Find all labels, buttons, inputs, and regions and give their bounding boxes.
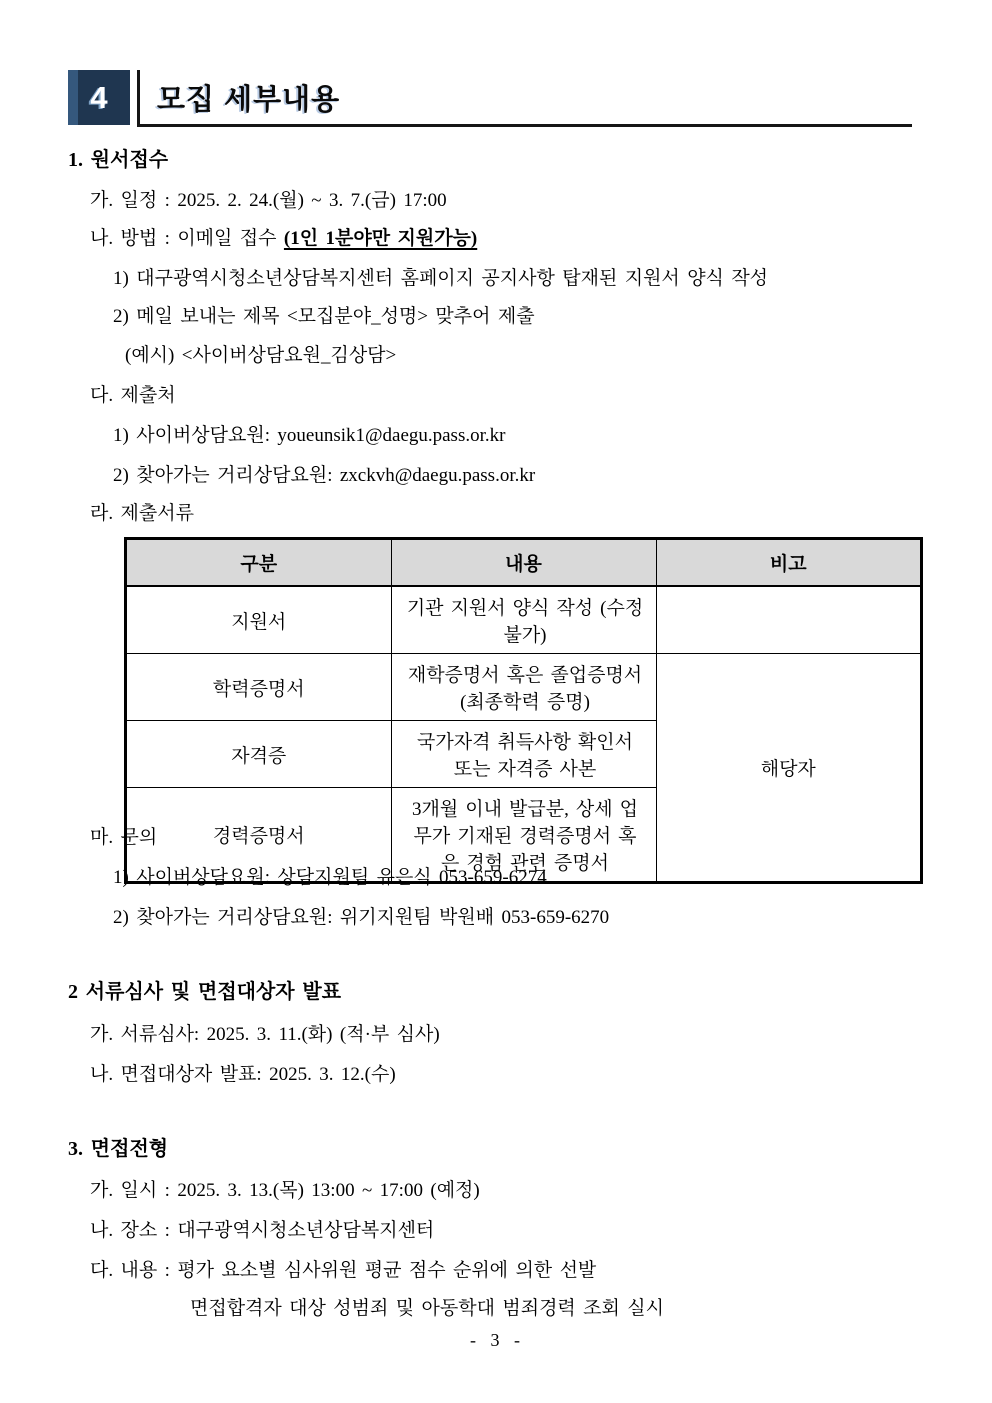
documents-table: [125, 538, 922, 883]
row-note-merged: 해당자: [656, 654, 921, 883]
banner-title-area: [137, 70, 912, 127]
row-content: 국가자격 취득사항 확인서 또는 자격증 사본: [391, 721, 656, 788]
row-note-empty: [656, 586, 921, 654]
section2-review: 가. 서류심사: 2025. 3. 11.(화) (적·부 심사): [90, 1024, 440, 1045]
section3-datetime: 가. 일시 : 2025. 3. 13.(목) 13:00 ~ 17:00 (예정): [90, 1180, 480, 1201]
method-emphasis: (1인 1분야만 지원가능): [283, 228, 478, 249]
row-content: 재학증명서 혹은 졸업증명서 (최종학력 증명): [391, 654, 656, 721]
table-header-note: 비고: [656, 539, 921, 586]
section1-submit-to-heading: 다. 제출처: [90, 385, 176, 406]
section1-submit-to1: 1) 사이버상담요원: youeunsik1@daegu.pass.or.kr: [113, 425, 506, 446]
section3-location: 나. 장소 : 대구광역시청소년상담복지센터: [90, 1220, 435, 1241]
section-number: 4: [90, 79, 108, 115]
section3-content-line1: 다. 내용 : 평가 요소별 심사위원 평균 점수 순위에 의한 선발: [90, 1260, 597, 1281]
page-number: - 3 -: [470, 1330, 522, 1350]
row-category: 지원서: [126, 586, 391, 654]
section1-submit-to2: 2) 찾아가는 거리상담요원: zxckvh@daegu.pass.or.kr: [113, 465, 536, 486]
section2-announce: 나. 면접대상자 발표: 2025. 3. 12.(수): [90, 1064, 396, 1085]
row-category: 학력증명서: [126, 654, 391, 721]
table-row: [126, 586, 921, 654]
section1-inquiry2: 2) 찾아가는 거리상담요원: 위기지원팀 박원배 053-659-6270: [113, 907, 610, 928]
section1-method-sub2: 2) 메일 보내는 제목 <모집분야_성명> 맞추어 제출: [113, 306, 535, 327]
section3-heading: 3. 면접전형: [68, 1138, 169, 1160]
table-header-category: 구분: [126, 539, 391, 586]
section1-schedule: 가. 일정 : 2025. 2. 24.(월) ~ 3. 7.(금) 17:00: [90, 190, 447, 211]
row-category: 경력증명서: [126, 788, 391, 883]
table-row: [126, 654, 921, 721]
page-title: 모집 세부내용: [157, 83, 341, 116]
section2-heading: 2 서류심사 및 면접대상자 발표: [68, 981, 342, 1003]
table-header-row: [126, 539, 921, 586]
section1-inquiry1: 1) 사이버상담요원: 상담지원팀 유은식 053-659-6274: [113, 867, 547, 888]
table-header-content: 내용: [391, 539, 656, 586]
section-banner: [68, 70, 912, 127]
section1-method: [90, 226, 477, 252]
section1-documents-heading: 라. 제출서류: [90, 503, 194, 524]
section1-heading: 1. 원서접수: [68, 149, 169, 171]
row-content: 3개월 이내 발급분, 상세 업무가 기재된 경력증명서 혹은 경험 관련 증명서: [391, 788, 656, 883]
section1-method-example: (예시) <사이버상담요원_김상담>: [125, 345, 397, 366]
section1-method-sub1: 1) 대구광역시청소년상담복지센터 홈페이지 공지사항 탑재된 지원서 양식 작성: [113, 268, 769, 289]
section1-inquiry-heading: 마. 문의: [90, 827, 158, 848]
method-prefix: 나. 방법 : 이메일 접수: [90, 228, 284, 249]
section3-content-line2: 면접합격자 대상 성범죄 및 아동학대 범죄경력 조회 실시: [190, 1298, 665, 1319]
section-number-badge: [68, 70, 130, 125]
row-category: 자격증: [126, 721, 391, 788]
row-content: 기관 지원서 양식 작성 (수정 불가): [391, 586, 656, 654]
